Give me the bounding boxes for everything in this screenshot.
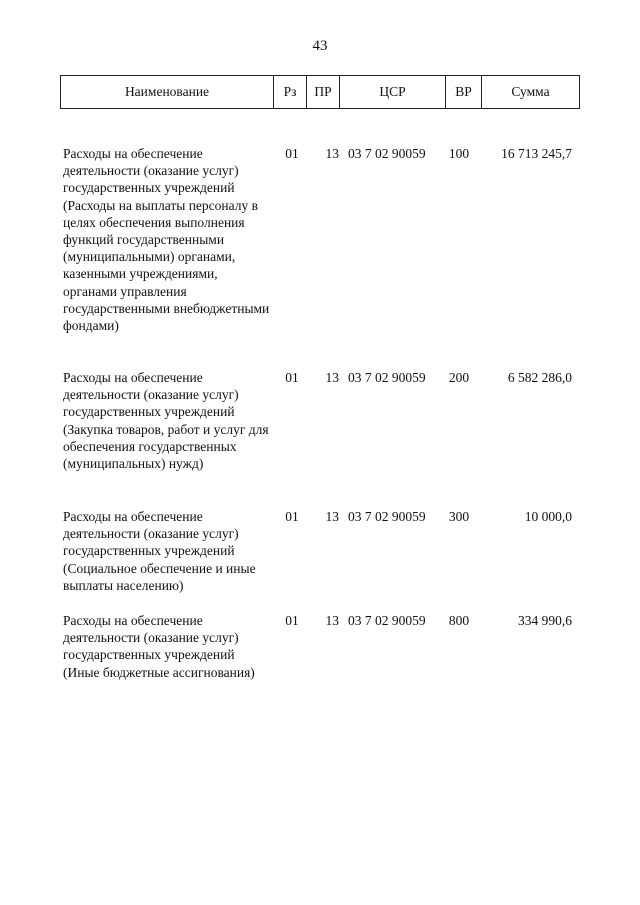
row-pr: 13 [325, 509, 339, 524]
row-sum: 334 990,6 [518, 613, 572, 628]
page-number: 43 [312, 38, 328, 54]
row-sum: 16 713 245,7 [501, 146, 572, 161]
row-csr: 03 7 02 90059 [348, 370, 426, 385]
row-vr: 300 [448, 509, 470, 524]
row-name: Расходы на обеспечение деятельности (оказание услуг) государственных учреждений (Социальное обеспечение и иные выплаты населению) [63, 509, 256, 593]
header-rz: Рз [274, 76, 307, 108]
header-csr: ЦСР [340, 76, 446, 108]
table-header [60, 75, 580, 109]
header-name: Наименование [61, 76, 274, 108]
row-vr: 100 [448, 146, 470, 161]
row-name: Расходы на обеспечение деятельности (оказание услуг) государственных учреждений (Расходы на выплаты персоналу в целях обеспечения выполнения функций государственными (муниципальными) органами, казенными учреждениями, органами управления государственными внебюджетными фондами) [63, 146, 270, 334]
header-vr: ВР [446, 76, 482, 108]
row-sum: 10 000,0 [524, 509, 572, 524]
row-rz: 01 [285, 146, 299, 161]
row-rz: 01 [285, 613, 299, 628]
row-pr: 13 [325, 613, 339, 628]
row-sum: 6 582 286,0 [507, 370, 572, 385]
header-pr: ПР [307, 76, 340, 108]
row-vr: 200 [448, 370, 470, 385]
row-csr: 03 7 02 90059 [348, 146, 426, 161]
row-csr: 03 7 02 90059 [348, 509, 426, 524]
row-name: Расходы на обеспечение деятельности (оказание услуг) государственных учреждений (Иные бюджетные ассигнования) [63, 613, 255, 680]
row-rz: 01 [285, 370, 299, 385]
row-pr: 13 [325, 146, 339, 161]
row-name: Расходы на обеспечение деятельности (оказание услуг) государственных учреждений (Закупка товаров, работ и услуг для обеспечения государственных (муниципальных) нужд) [63, 370, 269, 472]
row-csr: 03 7 02 90059 [348, 613, 426, 628]
header-sum: Сумма [511, 84, 550, 99]
row-vr: 800 [448, 613, 470, 628]
row-pr: 13 [325, 370, 339, 385]
row-rz: 01 [285, 509, 299, 524]
